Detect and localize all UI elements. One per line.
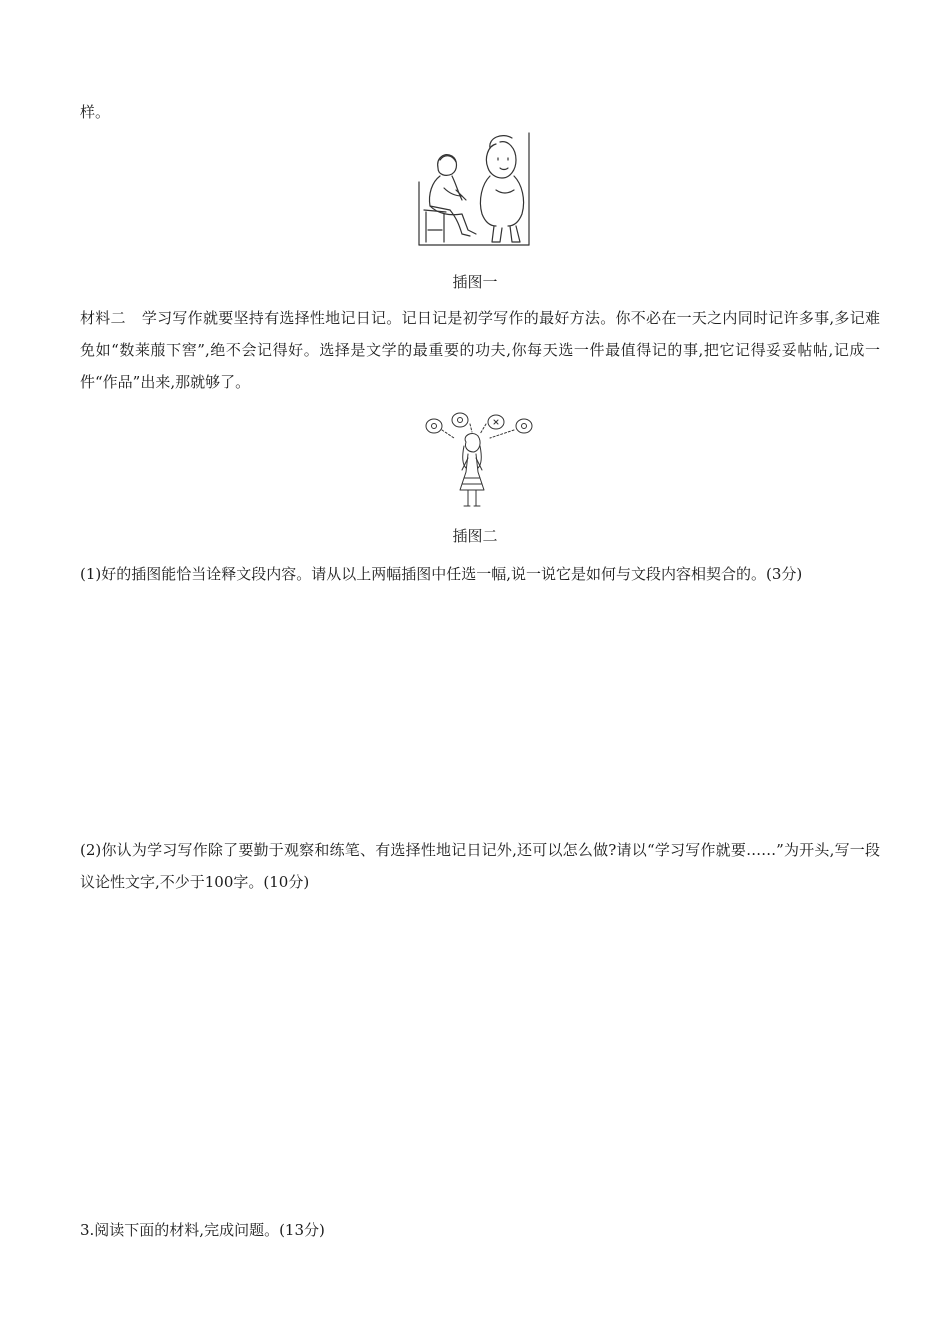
figure-one-caption: 插图一	[452, 273, 498, 291]
question-three: 3.阅读下面的材料,完成问题。(13分)	[80, 1221, 325, 1239]
illustration-two	[424, 412, 534, 510]
material-two-text: 学习写作就要坚持有选择性地记日记。记日记是初学写作的最好方法。你不必在一天之内同时记许多事,多记难免如“数莱菔下窖”,绝不会记得好。选择是文学的最重要的功夫,你每天选一件最值得记的事,把它记得妥妥帖帖,记成一件“作品”出来,那就够了。	[80, 309, 880, 391]
question-one: (1)好的插图能恰当诠释文段内容。请从以上两幅插图中任选一幅,说一说它是如何与文段内容相契合的。(3分)	[80, 565, 803, 583]
figure-two-caption: 插图二	[452, 527, 498, 545]
material-two-label: 材料二	[80, 309, 126, 327]
continuation-text: 样。	[80, 103, 111, 121]
question-two: (2)你认为学习写作除了要勤于观察和练笔、有选择性地记日记外,还可以怎么做?请以“学习写作就要……”为开头,写一段议论性文字,不少于100字。(10分)	[80, 841, 880, 891]
illustration-one	[416, 130, 532, 248]
material-two-paragraph	[80, 302, 880, 398]
